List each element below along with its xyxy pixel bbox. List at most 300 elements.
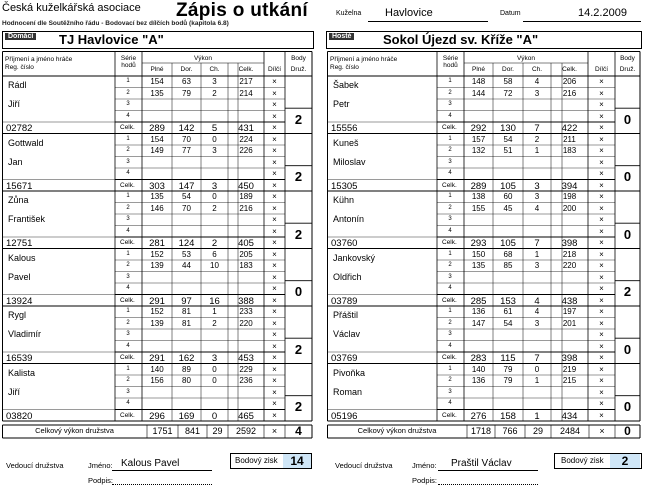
col-serie-header: Série bbox=[120, 55, 137, 62]
player-points: 0 bbox=[623, 341, 632, 357]
page-title: Zápis o utkání bbox=[176, 0, 308, 21]
celk-row-label: Celk. bbox=[120, 181, 135, 189]
player-total-value: 105 bbox=[500, 180, 516, 192]
dilci-mark: × bbox=[599, 226, 604, 236]
col-druz-header: Druž. bbox=[619, 66, 636, 73]
serie-value: 1 bbox=[534, 249, 540, 259]
serie-value: 155 bbox=[471, 203, 486, 213]
player-surname: Kühn bbox=[333, 195, 355, 205]
serie-value: 200 bbox=[562, 203, 577, 213]
dilci-mark: × bbox=[599, 261, 604, 270]
date-value: 14.2.2009 bbox=[578, 7, 627, 19]
serie-value: 189 bbox=[239, 192, 253, 201]
serie-value: 217 bbox=[239, 77, 253, 86]
player-points: 0 bbox=[623, 226, 632, 242]
dilci-mark: × bbox=[599, 100, 604, 109]
player-total-value: 303 bbox=[149, 180, 165, 192]
serie-number: 4 bbox=[448, 400, 452, 406]
serie-value: 70 bbox=[182, 203, 191, 213]
date-label: Datum bbox=[500, 10, 521, 17]
player-total-value: 289 bbox=[149, 123, 165, 134]
serie-number: 2 bbox=[126, 262, 130, 268]
serie-value: 79 bbox=[182, 88, 191, 98]
serie-number: 2 bbox=[126, 147, 130, 153]
celk-row-label: Celk. bbox=[442, 354, 457, 361]
dilci-mark: × bbox=[599, 295, 604, 305]
player-total-value: 291 bbox=[149, 295, 165, 307]
dilci-mark: × bbox=[599, 353, 604, 362]
guest-signature-line bbox=[438, 484, 538, 485]
guest-bodovy-label: Bodový zisk bbox=[561, 456, 604, 465]
home-captain-name: Kalous Pavel bbox=[121, 458, 180, 469]
celk-row-label: Celk. bbox=[442, 411, 457, 419]
col-body-header: Body bbox=[620, 55, 635, 62]
player-firstname: Vladimír bbox=[8, 329, 42, 339]
player-surname: Pivoňka bbox=[333, 367, 366, 378]
player-total-value: 283 bbox=[470, 353, 487, 364]
home-signature-line bbox=[112, 484, 212, 485]
dilci-mark: × bbox=[272, 364, 277, 374]
dilci-mark: × bbox=[272, 215, 277, 224]
team-total-ch: 29 bbox=[532, 426, 543, 436]
team-total-x: × bbox=[599, 426, 605, 436]
col-vykon-header: Výkon bbox=[193, 55, 213, 62]
serie-number: 3 bbox=[126, 101, 130, 107]
player-total-value: 291 bbox=[149, 353, 165, 364]
serie-value: 54 bbox=[182, 192, 191, 201]
serie-value: 233 bbox=[239, 307, 253, 316]
player-total-value: 3 bbox=[534, 180, 540, 192]
dilci-mark: × bbox=[599, 157, 604, 167]
dilci-mark: × bbox=[599, 307, 604, 316]
serie-value: 218 bbox=[562, 249, 577, 259]
player-reg-number: 02782 bbox=[6, 123, 33, 134]
player-points: 0 bbox=[623, 399, 632, 415]
home-bodovy-label: Bodový zisk bbox=[235, 456, 278, 465]
player-surname: Zůna bbox=[8, 195, 29, 205]
serie-value: 0 bbox=[212, 364, 217, 374]
dilci-mark: × bbox=[272, 123, 277, 132]
serie-value: 139 bbox=[150, 318, 164, 328]
celk-row-label: Celk. bbox=[120, 411, 135, 419]
team-total-celk: 2484 bbox=[559, 426, 581, 436]
player-reg-number: 03820 bbox=[6, 410, 33, 422]
player-firstname: Pavel bbox=[8, 271, 31, 282]
col-serie-header: Série bbox=[442, 55, 459, 62]
player-reg-number: 03789 bbox=[331, 295, 358, 307]
player-total-value: 153 bbox=[500, 295, 516, 307]
dilci-mark: × bbox=[272, 134, 277, 144]
player-points: 0 bbox=[294, 284, 303, 300]
serie-value: 146 bbox=[150, 203, 164, 213]
col-celk-header: Celk. bbox=[238, 66, 254, 73]
celk-row-label: Celk. bbox=[120, 354, 135, 361]
player-points: 2 bbox=[294, 111, 303, 127]
player-reg-number: 03760 bbox=[331, 238, 358, 249]
dilci-mark: × bbox=[599, 180, 604, 190]
serie-value: 81 bbox=[182, 307, 191, 316]
player-total-value: 7 bbox=[534, 123, 540, 134]
player-surname: Šabek bbox=[333, 80, 359, 90]
dilci-mark: × bbox=[599, 410, 604, 420]
dilci-mark: × bbox=[599, 364, 604, 374]
serie-number: 2 bbox=[448, 204, 452, 211]
serie-value: 0 bbox=[212, 192, 217, 201]
player-total-value: 142 bbox=[178, 123, 195, 134]
col-vykon-header: Výkon bbox=[516, 55, 536, 62]
serie-value: 197 bbox=[562, 307, 577, 316]
home-captain-label: Vedoucí družstva bbox=[6, 461, 64, 470]
serie-number: 1 bbox=[126, 250, 130, 257]
serie-number: 1 bbox=[126, 78, 130, 84]
serie-value: 81 bbox=[182, 318, 191, 328]
dilci-mark: × bbox=[599, 318, 604, 328]
dilci-mark: × bbox=[272, 307, 277, 316]
serie-value: 53 bbox=[182, 249, 191, 259]
dilci-mark: × bbox=[599, 215, 604, 224]
dilci-mark: × bbox=[272, 146, 277, 155]
col-reg-header: Reg. číslo bbox=[330, 64, 359, 71]
serie-number: 1 bbox=[448, 193, 452, 199]
dilci-mark: × bbox=[272, 272, 277, 282]
player-firstname: Roman bbox=[333, 386, 363, 397]
player-points: 2 bbox=[294, 399, 303, 415]
dilci-mark: × bbox=[599, 341, 604, 351]
serie-number: 1 bbox=[448, 365, 452, 372]
player-reg-number: 16539 bbox=[6, 353, 33, 364]
player-firstname: Oldřich bbox=[333, 271, 362, 282]
serie-value: 44 bbox=[182, 261, 191, 270]
dilci-mark: × bbox=[599, 376, 604, 385]
serie-number: 1 bbox=[126, 308, 130, 314]
serie-value: 156 bbox=[150, 376, 164, 385]
serie-value: 136 bbox=[471, 376, 486, 385]
player-total-value: 450 bbox=[238, 180, 254, 192]
serie-value: 198 bbox=[562, 192, 577, 201]
dilci-mark: × bbox=[272, 88, 277, 98]
serie-value: 70 bbox=[182, 134, 191, 144]
serie-number: 4 bbox=[126, 170, 130, 176]
serie-value: 3 bbox=[212, 77, 217, 86]
rules-note: Hodnocení dle Soutěžního řádu - Bodovací bez dílčích bodů (kapitola 6.8) bbox=[2, 20, 229, 27]
player-total-value: 296 bbox=[149, 410, 165, 422]
player-total-value: 438 bbox=[561, 295, 578, 307]
serie-value: 224 bbox=[239, 134, 253, 144]
player-total-value: 158 bbox=[500, 410, 516, 422]
serie-value: 157 bbox=[471, 134, 486, 144]
serie-value: 3 bbox=[534, 192, 540, 201]
guest-label: Hosté bbox=[329, 33, 354, 40]
dilci-mark: × bbox=[272, 330, 277, 339]
col-dor-header: Dor. bbox=[180, 66, 193, 73]
player-reg-number: 15671 bbox=[6, 180, 33, 192]
serie-value: 215 bbox=[562, 376, 577, 385]
serie-value: 0 bbox=[212, 376, 217, 385]
player-firstname: František bbox=[8, 214, 46, 224]
venue-value: Havlovice bbox=[385, 7, 433, 19]
player-total-value: 453 bbox=[238, 353, 254, 364]
celk-row-label: Celk. bbox=[120, 124, 135, 131]
player-total-value: 388 bbox=[238, 295, 254, 307]
player-reg-number: 15556 bbox=[331, 123, 358, 134]
dilci-mark: × bbox=[599, 272, 604, 282]
player-points: 2 bbox=[623, 284, 632, 300]
serie-value: 79 bbox=[503, 376, 513, 385]
col-hodu-header: hodů bbox=[443, 62, 458, 69]
player-total-value: 7 bbox=[534, 353, 540, 364]
player-total-value: 105 bbox=[500, 238, 516, 249]
dilci-mark: × bbox=[272, 399, 277, 408]
serie-value: 144 bbox=[471, 88, 486, 98]
player-total-value: 293 bbox=[470, 238, 487, 249]
dilci-mark: × bbox=[272, 353, 277, 362]
dilci-mark: × bbox=[599, 238, 604, 247]
dilci-mark: × bbox=[272, 77, 277, 86]
dilci-mark: × bbox=[599, 203, 604, 213]
player-points: 2 bbox=[294, 226, 303, 242]
serie-number: 3 bbox=[448, 101, 452, 107]
guest-score-table bbox=[327, 51, 639, 438]
col-dilci-header: Dílčí bbox=[595, 66, 608, 73]
serie-value: 147 bbox=[471, 318, 486, 328]
celk-row-label: Celk. bbox=[442, 181, 457, 189]
dilci-mark: × bbox=[272, 318, 277, 328]
serie-value: 154 bbox=[150, 77, 164, 86]
player-total-value: 276 bbox=[470, 410, 487, 422]
serie-number: 2 bbox=[448, 319, 452, 326]
dilci-mark: × bbox=[272, 410, 277, 420]
serie-value: 4 bbox=[534, 77, 540, 86]
player-points: 2 bbox=[294, 169, 303, 185]
serie-number: 1 bbox=[448, 250, 452, 257]
serie-value: 138 bbox=[471, 192, 486, 201]
serie-number: 1 bbox=[126, 365, 130, 372]
home-team-name: TJ Havlovice "A" bbox=[59, 32, 164, 47]
serie-number: 1 bbox=[126, 135, 130, 142]
venue-underline bbox=[368, 21, 488, 22]
serie-number: 2 bbox=[448, 262, 452, 268]
team-total-x: × bbox=[271, 426, 278, 436]
org-name: Česká kuželkářská asociace bbox=[2, 2, 141, 14]
serie-value: 205 bbox=[239, 249, 253, 259]
serie-value: 58 bbox=[503, 77, 513, 86]
serie-number: 1 bbox=[448, 308, 452, 314]
team-total-body: 0 bbox=[624, 424, 631, 438]
team-total-celk: 2592 bbox=[235, 426, 257, 436]
serie-value: 2 bbox=[212, 318, 217, 328]
serie-value: 85 bbox=[503, 261, 513, 270]
home-bodovy-value: 14 bbox=[290, 454, 304, 468]
player-total-value: 7 bbox=[534, 238, 540, 249]
dilci-mark: × bbox=[272, 180, 277, 190]
serie-value: 135 bbox=[150, 88, 164, 98]
player-total-value: 130 bbox=[500, 123, 516, 134]
serie-value: 211 bbox=[563, 134, 576, 144]
serie-value: 140 bbox=[150, 364, 164, 374]
dilci-mark: × bbox=[599, 169, 604, 178]
celk-row-label: Celk. bbox=[120, 239, 135, 246]
col-plne-header: Plné bbox=[150, 66, 164, 73]
date-underline bbox=[523, 21, 641, 22]
dilci-mark: × bbox=[272, 341, 277, 351]
dilci-mark: × bbox=[599, 192, 604, 201]
serie-value: 60 bbox=[503, 192, 513, 201]
serie-value: 2 bbox=[534, 134, 540, 144]
serie-value: 10 bbox=[210, 261, 219, 270]
serie-number: 3 bbox=[126, 331, 130, 337]
dilci-mark: × bbox=[599, 88, 604, 98]
player-total-value: 0 bbox=[211, 410, 218, 422]
player-points: 0 bbox=[623, 169, 632, 185]
home-team-box bbox=[2, 31, 314, 49]
player-firstname: Jiří bbox=[8, 99, 20, 109]
guest-name-label: Jméno: bbox=[412, 461, 437, 470]
serie-value: 206 bbox=[562, 77, 577, 86]
serie-value: 135 bbox=[150, 192, 164, 201]
serie-value: 0 bbox=[212, 134, 217, 144]
dilci-mark: × bbox=[272, 100, 277, 109]
player-total-value: 147 bbox=[178, 180, 195, 192]
player-surname: Gottwald bbox=[8, 137, 44, 148]
team-total-plne: 1718 bbox=[470, 426, 492, 436]
dilci-mark: × bbox=[272, 284, 277, 293]
player-total-value: 3 bbox=[211, 353, 218, 364]
player-points: 2 bbox=[294, 341, 303, 357]
dilci-mark: × bbox=[272, 111, 277, 121]
serie-value: 77 bbox=[182, 146, 191, 155]
col-celk-header: Celk. bbox=[562, 66, 577, 73]
player-total-value: 124 bbox=[178, 238, 195, 249]
serie-number: 4 bbox=[448, 170, 452, 176]
player-firstname: Jan bbox=[8, 156, 23, 167]
player-total-value: 422 bbox=[561, 123, 578, 134]
dilci-mark: × bbox=[272, 295, 277, 305]
dilci-mark: × bbox=[599, 330, 604, 339]
serie-value: 72 bbox=[503, 88, 513, 98]
serie-value: 89 bbox=[182, 364, 191, 374]
celk-row-label: Celk. bbox=[120, 296, 135, 304]
player-total-value: 5 bbox=[211, 123, 218, 134]
col-druz-header: Druž. bbox=[290, 66, 307, 73]
col-name-header: Příjmení a jméno hráče bbox=[330, 56, 398, 63]
home-score-table bbox=[2, 51, 314, 438]
serie-value: 216 bbox=[239, 203, 253, 213]
dilci-mark: × bbox=[599, 387, 604, 397]
guest-signature-label: Podpis: bbox=[412, 476, 438, 485]
celk-row-label: Celk. bbox=[442, 124, 457, 131]
serie-number: 3 bbox=[448, 273, 452, 280]
player-total-value: 434 bbox=[561, 410, 578, 422]
dilci-mark: × bbox=[599, 134, 604, 144]
player-total-value: 405 bbox=[238, 238, 254, 249]
serie-value: 183 bbox=[239, 261, 253, 270]
col-plne-header: Plné bbox=[471, 66, 485, 73]
serie-value: 80 bbox=[182, 376, 191, 385]
player-points: 0 bbox=[623, 111, 632, 127]
serie-number: 4 bbox=[126, 112, 130, 119]
player-total-value: 431 bbox=[238, 123, 254, 134]
home-name-label: Jméno: bbox=[88, 461, 113, 470]
guest-captain-name: Praštil Václav bbox=[451, 458, 512, 469]
dilci-mark: × bbox=[272, 226, 277, 236]
serie-number: 4 bbox=[448, 227, 452, 234]
player-total-value: 3 bbox=[211, 180, 218, 192]
dilci-mark: × bbox=[272, 249, 277, 259]
col-body-header: Body bbox=[291, 55, 306, 62]
serie-value: 3 bbox=[534, 261, 540, 270]
col-dor-header: Dor. bbox=[502, 66, 514, 73]
dilci-mark: × bbox=[599, 399, 604, 408]
player-firstname: Antonín bbox=[333, 214, 365, 224]
dilci-mark: × bbox=[272, 169, 277, 178]
player-firstname: Petr bbox=[333, 99, 350, 109]
guest-bodovy-value: 2 bbox=[621, 454, 629, 468]
player-surname: Kuneš bbox=[333, 137, 359, 148]
player-total-value: 2 bbox=[211, 238, 218, 249]
serie-number: 3 bbox=[126, 388, 130, 395]
serie-value: 183 bbox=[562, 146, 577, 155]
dilci-mark: × bbox=[599, 146, 604, 155]
serie-number: 1 bbox=[448, 135, 452, 142]
player-reg-number: 15305 bbox=[331, 180, 358, 192]
home-captain-underline bbox=[112, 470, 212, 471]
serie-value: 226 bbox=[239, 146, 253, 155]
player-reg-number: 12751 bbox=[6, 238, 33, 249]
player-total-value: 394 bbox=[561, 180, 578, 192]
player-surname: Jankovský bbox=[333, 252, 376, 263]
serie-number: 2 bbox=[126, 377, 130, 383]
serie-value: 201 bbox=[562, 318, 577, 328]
serie-value: 152 bbox=[150, 249, 164, 259]
serie-number: 2 bbox=[126, 319, 130, 326]
serie-value: 45 bbox=[503, 203, 513, 213]
serie-value: 3 bbox=[534, 318, 540, 328]
team-total-label: Celkový výkon družstva bbox=[35, 426, 114, 435]
player-reg-number: 13924 bbox=[6, 295, 33, 307]
serie-value: 132 bbox=[471, 146, 486, 155]
serie-value: 140 bbox=[471, 364, 486, 374]
serie-value: 150 bbox=[471, 249, 486, 259]
serie-number: 4 bbox=[126, 227, 130, 234]
serie-value: 149 bbox=[150, 146, 164, 155]
player-total-value: 292 bbox=[470, 123, 487, 134]
player-total-value: 4 bbox=[534, 295, 540, 307]
team-total-body: 4 bbox=[295, 424, 302, 438]
serie-number: 4 bbox=[126, 342, 130, 349]
dilci-mark: × bbox=[272, 192, 277, 201]
serie-value: 135 bbox=[471, 261, 486, 270]
dilci-mark: × bbox=[272, 203, 277, 213]
serie-number: 1 bbox=[448, 78, 452, 84]
serie-number: 3 bbox=[448, 388, 452, 395]
team-total-dor: 766 bbox=[502, 426, 518, 436]
col-name-header: Příjmení a jméno hráče bbox=[5, 56, 73, 63]
player-total-value: 16 bbox=[209, 295, 220, 307]
dilci-mark: × bbox=[599, 77, 604, 86]
player-firstname: Miloslav bbox=[333, 156, 366, 167]
player-total-value: 169 bbox=[178, 410, 195, 422]
guest-captain-label: Vedoucí družstva bbox=[335, 461, 393, 470]
serie-value: 139 bbox=[150, 261, 164, 270]
player-total-value: 281 bbox=[149, 238, 165, 249]
serie-number: 2 bbox=[448, 89, 452, 96]
player-total-value: 398 bbox=[561, 353, 578, 364]
serie-value: 3 bbox=[534, 88, 540, 98]
player-reg-number: 03769 bbox=[331, 353, 358, 364]
player-surname: Kalista bbox=[8, 367, 36, 378]
serie-value: 1 bbox=[212, 307, 217, 316]
serie-value: 148 bbox=[471, 77, 486, 86]
